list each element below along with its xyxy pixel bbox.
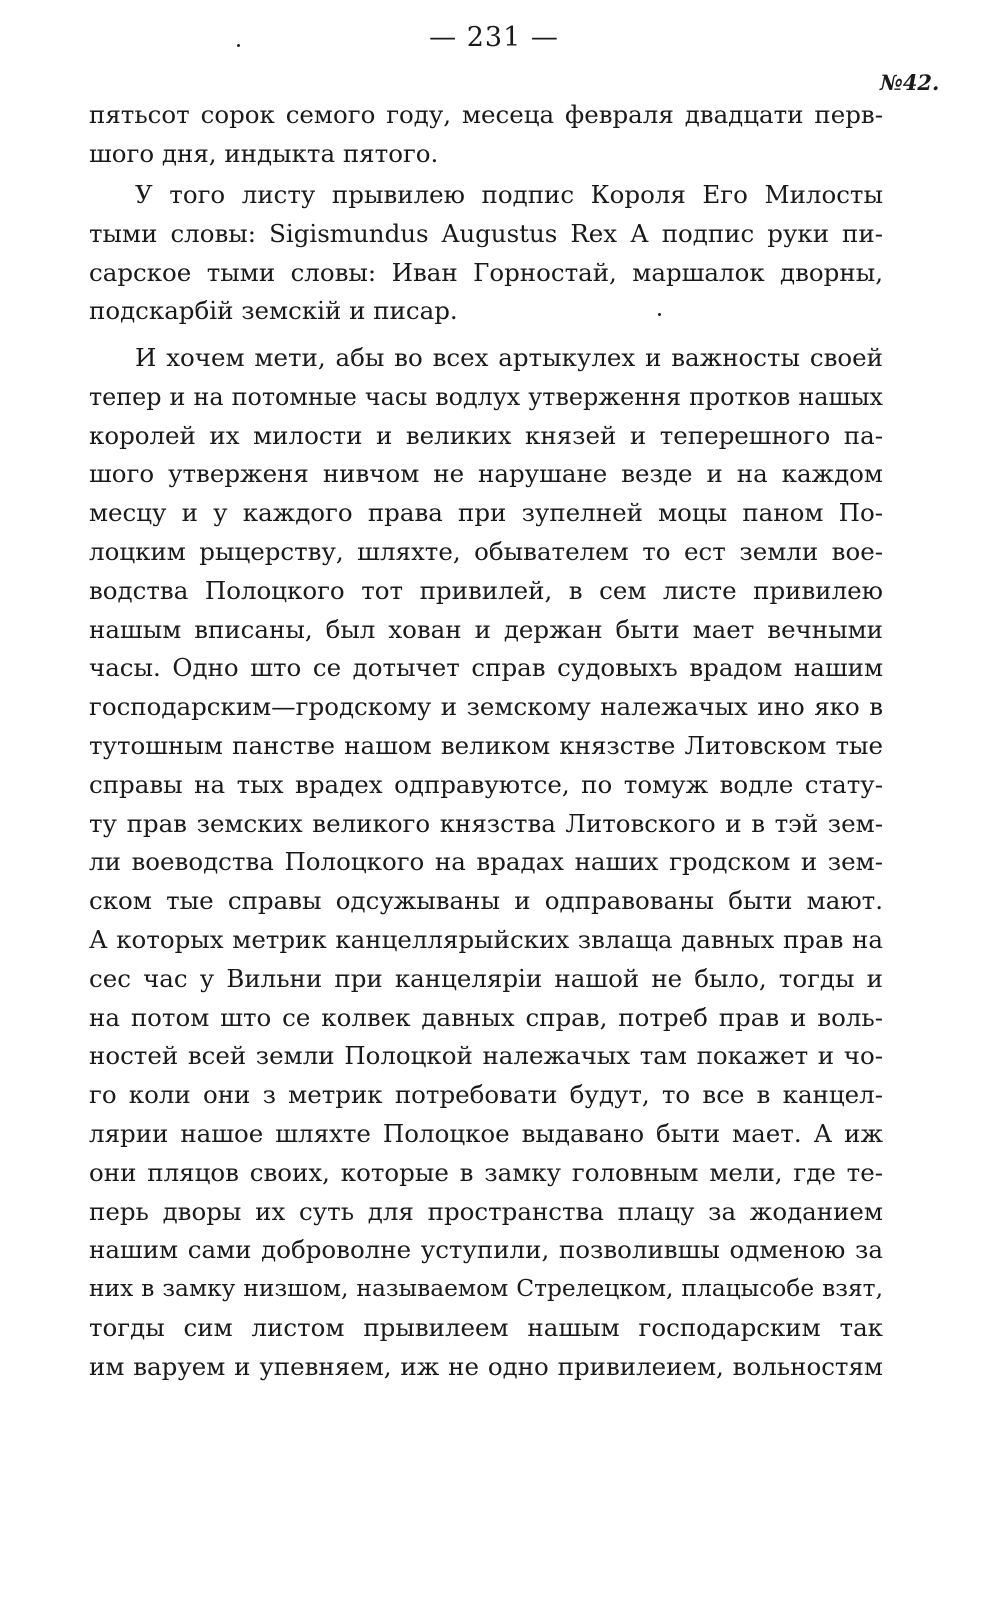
text-line: го коли они з метрик потребовати будут, то все в канцел- — [89, 1080, 883, 1110]
text-line: им варуем и упевняем, иж не одно привилеием, вольностям — [89, 1351, 883, 1381]
text-line: тогды сим листом прывилеем нашым господарским так — [89, 1312, 883, 1342]
text-line: господарским—гродскому и земскому належачых ино яко в — [89, 692, 883, 722]
text-line: сарское тыми словы: Иван Горностай, маршалок дворны, — [89, 257, 883, 287]
print-speck — [658, 313, 661, 316]
text-line: шого дня, индыкта пятого. — [89, 138, 439, 168]
text-line: них в замку низшом, называемом Стрелецком, плацысобе взят, — [89, 1275, 883, 1303]
text-line: лярии нашое шляхте Полоцкое выдавано быти мает. А иж — [89, 1118, 883, 1148]
text-line: тыми словы: Sigismundus Augustus Rex А подпис руки пи- — [89, 218, 883, 248]
text-line: ли воеводства Полоцкого на врадах наших гродском и зем- — [89, 847, 883, 877]
page-number: — 231 — — [429, 22, 559, 53]
text-line: пятьсот сорок семого году, месеца февраля двадцати перв- — [89, 100, 883, 129]
text-line: А которых метрик канцеллярыйских звлаща давных прав на — [89, 924, 883, 954]
text-line: шого утверженя нивчом не нарушане везде и на каждом — [89, 459, 883, 489]
text-line: месцу и у каждого права при зупелней моцы паном По- — [89, 498, 883, 528]
text-line: У того листу прывилею подпис Короля Его Милосты — [135, 180, 883, 209]
text-line: нашым вписаны, был хован и держан быти мает вечными — [89, 614, 883, 644]
text-line: подскарбій земскій и писар. — [89, 296, 458, 326]
document-number: №42. — [880, 70, 940, 95]
paragraph-1 — [89, 96, 883, 174]
text-line: ском тые справы одсужываны и одправованы быти мают. — [89, 886, 883, 916]
text-line: ностей всей земли Полоцкой належачых там покажет и чо- — [89, 1041, 883, 1071]
text-line: королей их милости и великих князей и теперешного па- — [89, 420, 883, 450]
text-line: И хочем мети, абы во всех артыкулех и важносты своей — [135, 343, 883, 372]
text-line: тутошным панстве нашом великом князстве Литовском тые — [89, 730, 883, 760]
paragraph-2 — [89, 176, 883, 331]
print-speck — [237, 44, 240, 47]
text-line: на потом што се колвек давных справ, потреб прав и воль- — [89, 1002, 883, 1032]
text-line: они пляцов своих, которые в замку головным мели, где те- — [89, 1157, 883, 1187]
text-line: лоцким рыцерству, шляхте, обывателем то ест земли вое- — [89, 536, 883, 566]
text-line: тепер и на потомные часы водлух утверження протков нашых — [89, 382, 883, 411]
text-line: перь дворы их суть для пространства плацу за жоданием — [89, 1196, 883, 1226]
text-line: водства Полоцкого тот привилей, в сем листе привилею — [89, 575, 883, 605]
paragraph-3 — [89, 339, 883, 1387]
text-line: часы. Одно што се дотычет справ судовыхъ врадом нашим — [89, 653, 883, 683]
text-line: сес час у Вильни при канцелярiи нашой не было, тогды и — [89, 963, 883, 993]
text-line: справы на тых врадех одправуютсе, по томуж водле стату- — [89, 769, 883, 799]
text-line: ту прав земских великого князства Литовского и в тэй зем- — [89, 808, 883, 838]
text-line: нашим сами доброволне уступили, позволившы одменою за — [89, 1235, 883, 1265]
